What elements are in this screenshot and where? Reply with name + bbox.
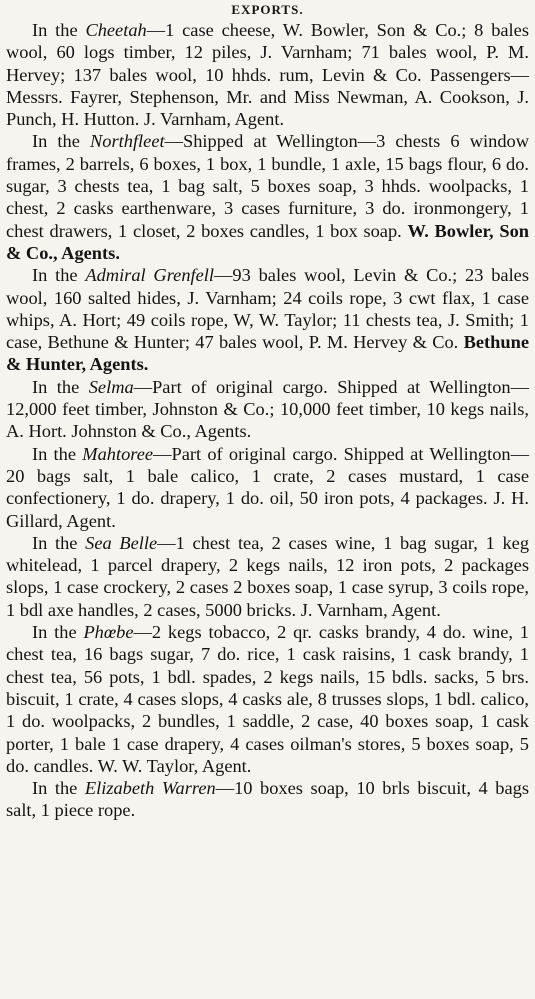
vessel-name: Selma bbox=[88, 376, 134, 397]
cargo-text: —Part of original cargo. Shipped at Wellington—12,000 feet timber, Johnston & Co.; 10,000 feet timber, 10 kegs nails, A. Hort. Johnston & Co., Agents. bbox=[6, 376, 530, 442]
entry-prefix: In the bbox=[32, 20, 86, 40]
entry-prefix: In the bbox=[32, 265, 86, 286]
export-entry bbox=[6, 264, 529, 375]
agents-line: Bethune & Hunter, Agents. bbox=[6, 332, 529, 375]
export-entry bbox=[6, 621, 529, 777]
cargo-text: —1 case cheese, W. Bowler, Son & Co.; 8 bales wool, 60 logs timber, 12 piles, J. Varnham; 71 bales wool, P. M. Hervey; 137 bales wool, 10 hhds. rum, Levin & Co. Passengers—Messrs. Fayrer, Stephenson, Mr. and Miss Newman, A. Cookson, J. Punch, H. Hutton. J. Varnham, Agent. bbox=[6, 20, 529, 130]
export-entry bbox=[6, 376, 529, 443]
vessel-name: Mahtoree bbox=[82, 443, 154, 464]
vessel-name: Phœbe bbox=[83, 622, 134, 643]
export-entry bbox=[6, 443, 529, 532]
vessel-name: Elizabeth Warren bbox=[84, 778, 216, 799]
export-entry bbox=[6, 130, 529, 264]
entry-prefix: In the bbox=[32, 443, 83, 464]
export-entries bbox=[6, 19, 529, 822]
export-entry bbox=[6, 777, 529, 822]
vessel-name: Sea Belle bbox=[85, 532, 158, 553]
export-entry bbox=[6, 19, 529, 130]
agents-line: W. Bowler, Son & Co., Agents. bbox=[6, 220, 529, 263]
vessel-name: Cheetah bbox=[85, 20, 147, 40]
cargo-text: —10 boxes soap, 10 brls biscuit, 4 bags salt, 1 piece rope. bbox=[6, 778, 529, 821]
export-entry bbox=[6, 532, 529, 621]
vessel-name: Northfleet bbox=[90, 131, 165, 152]
section-heading: EXPORTS. bbox=[231, 2, 304, 17]
cargo-text: —1 chest tea, 2 cases wine, 1 bag sugar, 1 keg whitelead, 1 parcel drapery, 2 kegs nails, 12 iron pots, 2 packages slops, 1 case crockery, 2 cases 2 boxes soap, 1 case syrup, 3 coils rope, 1 bdl axe handles, 2 cases, 5000 bricks. J. Varnham, Agent. bbox=[6, 532, 530, 620]
cargo-text: —2 kegs tobacco, 2 qr. casks brandy, 4 do. wine, 1 chest tea, 16 bags sugar, 7 do. rice, 1 cask raisins, 1 cask brandy, 1 chest tea, 56 pots, 1 bdl. spades, 2 kegs nails, 15 bdls. sacks, 5 brs. biscuit, 1 crate, 4 cases slops, 4 casks ale, 8 trusses slops, 1 bdl. calico, 1 do. woolpacks, 2 bundles, 1 saddle, 2 case, 40 boxes soap, 1 cask porter, 1 bale 1 case drapery, 4 cases oilman's stores, 5 boxes soap, 5 do. candles. W. W. Taylor, Agent. bbox=[6, 622, 530, 776]
entry-prefix: In the bbox=[32, 131, 91, 152]
cargo-text: —Shipped at Wellington—3 chests 6 window frames, 2 barrels, 6 boxes, 1 box, 1 bundle, 1 axle, 15 bags flour, 6 do. sugar, 3 chests tea, 1 bag salt, 5 boxes soap, 3 hhds. woolpacks, 1 chest, 2 casks earthenware, 3 cases furniture, 3 do. ironmongery, 1 chest drawers, 1 closet, 2 boxes candles, 1 box soap. bbox=[6, 131, 529, 241]
entry-prefix: In the bbox=[32, 622, 84, 643]
cargo-text: —93 bales wool, Levin & Co.; 23 bales wool, 160 salted hides, J. Varnham; 24 coils rope, 3 cwt flax, 1 case whips, A. Hort; 49 coils rope, W, W. Taylor; 11 chests tea, J. Smith; 1 case, Bethune & Hunter; 47 bales wool, P. M. Hervey & Co. bbox=[6, 265, 530, 353]
entry-prefix: In the bbox=[32, 376, 89, 397]
entry-prefix: In the bbox=[32, 778, 85, 799]
entry-prefix: In the bbox=[32, 532, 86, 553]
vessel-name: Admiral Grenfell bbox=[85, 265, 215, 286]
cargo-text: —Part of original cargo. Shipped at Wellington—20 bags salt, 1 bale calico, 1 crate, 2 cases mustard, 1 case confectionery, 1 do. drapery, 1 do. oil, 50 iron pots, 4 packages. J. H. Gillard, Agent. bbox=[6, 443, 530, 531]
